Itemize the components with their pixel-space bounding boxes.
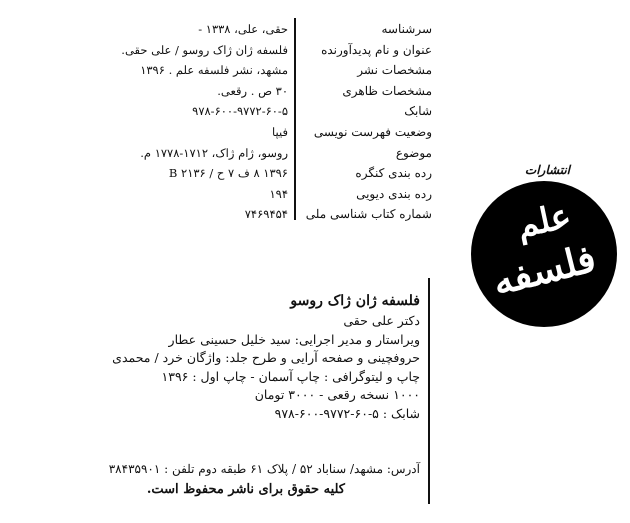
catalog-label-status: وضعیت فهرست نویسی [313,124,432,139]
catalog-label-physical: مشخصات ظاهری [342,83,432,98]
book-editor: ویراستار و مدیر اجرایی: سید خلیل حسینی عطار [168,331,420,347]
catalog-label-isbn: شابک [404,104,432,119]
catalog-value-physical: ۳۰ ص . رقعی. [217,83,288,98]
catalog-label-dewey: رده بندی دیویی [356,186,432,201]
catalog-value-national-number: ۷۴۶۹۴۵۴ [244,207,288,222]
publisher-label: انتشارات [524,163,570,177]
catalog-label-national-number: شماره کتاب شناسی ملی [305,207,432,222]
credits-block [40,290,420,424]
catalog-label-subject: موضوع [395,145,432,160]
publisher-address: آدرس: مشهد/ سناباد ۵۲ / پلاک ۶۱ طبقه دوم تلفن : ۳۸۴۳۵۹۰۱ [108,462,420,476]
catalog-value-publication: مشهد، نشر فلسفه علم . ۱۳۹۶ [140,63,288,78]
catalog-label-congress: رده بندی کنگره [355,166,432,181]
book-copies-price: ۱۰۰۰ نسخه رقعی - ۳۰۰۰ تومان [254,387,420,403]
publisher-logo [471,181,617,327]
catalog-value-title: فلسفه ژان ژاک روسو / علی حقی. [121,42,288,57]
book-isbn: شابک : ۵-۶۰-۹۷۷۲-۶۰۰-۹۷۸ [274,405,420,421]
logo-word-top: علم [513,195,575,247]
catalog-value-dewey: ۱۹۴ [269,186,288,201]
book-title: فلسفه ژان ژاک روسو [290,293,420,309]
catalog-value-author: حقی، علی، ۱۳۳۸ - [198,22,288,36]
catalog-divider [294,18,296,220]
catalog-values [110,19,288,225]
catalog-labels [302,19,432,225]
catalog-value-isbn: ۹۷۸-۶۰۰-۹۷۷۲-۶۰-۵ [192,104,288,119]
logo-word-bottom: فلسفه [487,235,601,304]
catalog-value-congress: ۱۳۹۶ ۸ ف ۷ ح / B ۲۱۳۶ [168,166,288,181]
book-layout-credit: حروفچینی و صفحه آرایی و طرح جلد: واژگان خرد / محمدی [112,350,420,366]
catalog-label-title: عنوان و نام پدیدآورنده [321,42,432,57]
book-print-credit: چاپ و لیتوگرافی : چاپ آسمان - چاپ اول : ۱۳۹۶ [161,368,420,384]
rights-notice: کلیه حقوق برای ناشر محفوظ است. [146,482,345,497]
catalog-value-subject: روسو، ژام ژاک، ۱۷۱۲-۱۷۷۸ م. [140,145,288,160]
catalog-label-publication: مشخصات نشر [357,63,432,78]
catalog-value-status: فیپا [272,124,288,139]
credits-divider [428,278,430,504]
catalog-label-author: سرشناسه [381,22,432,36]
book-author: دکتر علی حقی [343,313,420,328]
